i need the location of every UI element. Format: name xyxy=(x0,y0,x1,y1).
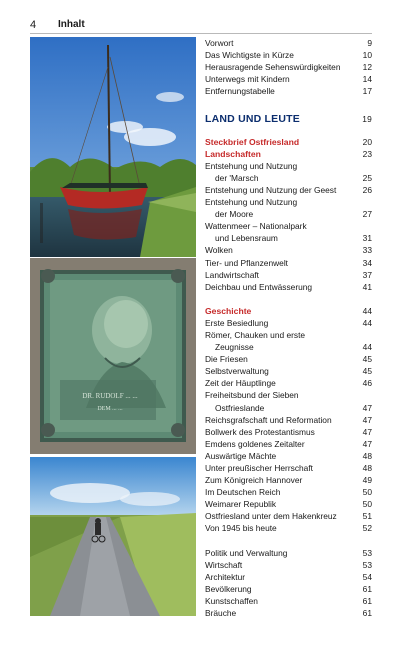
section-title: Inhalt xyxy=(58,19,85,30)
toc-entry: und Lebensraum 31 xyxy=(215,233,372,244)
plaque-engraving: DR. RUDOLF ... ... xyxy=(82,392,138,400)
toc-entry: Entstehung und Nutzung xyxy=(205,197,298,208)
toc-entry: Vorwort 9 xyxy=(205,38,372,48)
boat-photo xyxy=(30,37,196,257)
section-heading-land-und-leute: LAND UND LEUTE 19 xyxy=(205,113,372,126)
toc-entry: Tier- und Pflanzenwelt 34 xyxy=(205,257,372,268)
table-of-contents xyxy=(205,37,372,619)
toc-entry: Ostfriesland unter dem Hakenkreuz 51 xyxy=(205,511,372,522)
toc-entry: Römer, Chauken und erste xyxy=(205,329,306,340)
toc-entry: Zum Königreich Hannover 49 xyxy=(205,475,372,486)
toc-entry: Deichbau und Entwässerung 41 xyxy=(205,281,372,292)
toc-entry: Entstehung und Nutzung der Geest 26 xyxy=(205,184,372,195)
toc-entry: Architektur 54 xyxy=(205,571,372,582)
header-rule xyxy=(30,33,372,34)
toc-entry: Weimarer Republik 50 xyxy=(205,499,372,510)
bronze-plaque-photo xyxy=(30,258,196,454)
toc-entry-highlight: Geschichte 44 xyxy=(205,305,372,316)
toc-entry: Unter preußischer Herrschaft 48 xyxy=(205,463,372,473)
toc-entry: Das Wichtigste in Kürze 10 xyxy=(205,50,372,61)
toc-entry: Bevölkerung 61 xyxy=(205,583,372,594)
toc-entry: Von 1945 bis heute 52 xyxy=(205,523,372,534)
toc-entry: Auswärtige Mächte 48 xyxy=(205,450,372,461)
toc-entry: Bollwerk des Protestantismus 47 xyxy=(205,426,372,437)
toc-entry: Wattenmeer – Nationalpark xyxy=(205,221,307,232)
toc-entry: Herausragende Sehenswürdigkeiten 12 xyxy=(205,62,372,73)
toc-entry: Selbstverwaltung 45 xyxy=(205,366,372,377)
toc-entry-highlight: Steckbrief Ostfriesland 20 xyxy=(205,136,372,147)
toc-entry: Ostfrieslande 47 xyxy=(215,402,372,413)
toc-entry: der Moore 27 xyxy=(215,209,372,220)
toc-entry: Bräuche 61 xyxy=(205,608,372,619)
toc-entry: Landwirtschaft 37 xyxy=(205,269,372,280)
toc-entry: Reichsgrafschaft und Reformation 47 xyxy=(205,414,372,425)
cyclist-photo xyxy=(30,457,196,616)
toc-entry: Zeugnisse 44 xyxy=(215,342,372,353)
toc-entry: Freiheitsbund der Sieben xyxy=(205,390,299,401)
toc-entry-highlight: Landschaften 23 xyxy=(205,148,372,159)
toc-entry: Wirtschaft 53 xyxy=(205,559,372,570)
toc-entry: Politik und Verwaltung 53 xyxy=(205,547,372,558)
toc-entry: Wolken 33 xyxy=(205,245,372,256)
page-number: 4 xyxy=(30,19,37,31)
toc-entry: Unterwegs mit Kindern 14 xyxy=(205,74,372,85)
svg-text:DEM ... ...: DEM ... ... xyxy=(97,406,123,412)
toc-entry: Entstehung und Nutzung xyxy=(205,160,298,171)
toc-entry: Erste Besiedlung 44 xyxy=(205,317,372,328)
toc-entry: Zeit der Häuptlinge 46 xyxy=(205,378,372,389)
page-header xyxy=(30,17,372,33)
toc-entry: Emdens goldenes Zeitalter 47 xyxy=(205,438,372,449)
toc-entry: Kunstschaffen 61 xyxy=(205,595,372,606)
toc-entry: der 'Marsch 25 xyxy=(215,172,372,183)
toc-entry: Im Deutschen Reich 50 xyxy=(205,487,372,498)
toc-entry: Die Friesen 45 xyxy=(205,354,372,365)
toc-entry: Entfernungstabelle 17 xyxy=(205,86,372,97)
